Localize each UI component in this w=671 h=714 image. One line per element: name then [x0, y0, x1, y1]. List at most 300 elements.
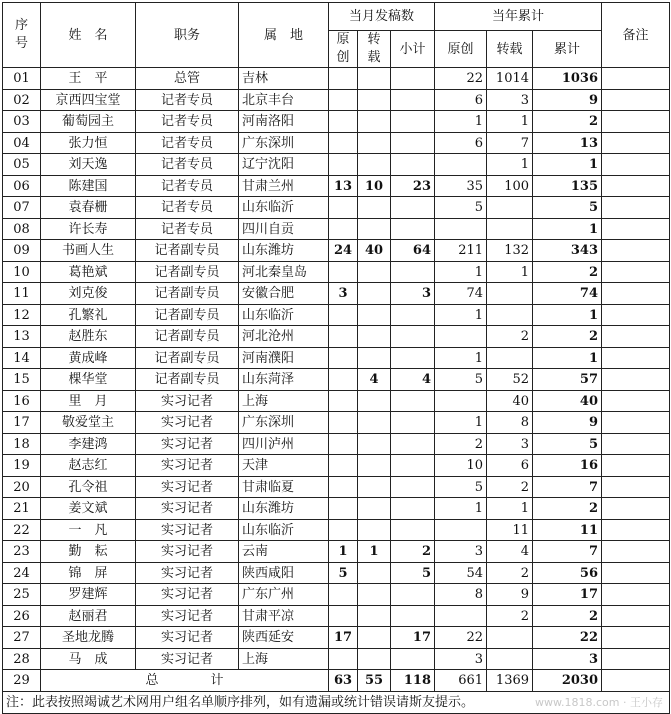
- row-annual-total: 2: [533, 261, 602, 283]
- row-annual-total: 9: [533, 89, 602, 111]
- row-monthly-reprint: [358, 390, 391, 412]
- row-annual-original: 22: [435, 68, 487, 90]
- row-monthly-subtotal: 2: [391, 541, 435, 563]
- row-remark: [602, 111, 670, 133]
- row-seq: 28: [3, 648, 41, 670]
- row-annual-total: 1: [533, 347, 602, 369]
- row-monthly-original: [329, 347, 358, 369]
- table-note: 注：此表按照竭诚艺术网用户组名单顺序排列，如有遗漏或统计错误请斯友提示。: [3, 692, 670, 714]
- total-annual-total: 2030: [533, 670, 602, 692]
- row-annual-original: 1: [435, 347, 487, 369]
- row-position: 记者副专员: [136, 283, 239, 305]
- row-annual-original: 3: [435, 541, 487, 563]
- row-annual-original: 1: [435, 111, 487, 133]
- row-monthly-original: [329, 412, 358, 434]
- row-name: 圣地龙腾: [41, 627, 136, 649]
- row-annual-reprint: 4: [487, 541, 533, 563]
- row-annual-total: 1: [533, 154, 602, 176]
- row-monthly-subtotal: 23: [391, 175, 435, 197]
- total-row: [3, 670, 670, 692]
- row-name: 赵胜东: [41, 326, 136, 348]
- row-monthly-original: [329, 132, 358, 154]
- row-seq: 17: [3, 412, 41, 434]
- row-annual-total: 2: [533, 605, 602, 627]
- table-row: [3, 326, 670, 348]
- monthly-original-header: [329, 31, 358, 68]
- row-monthly-original: 1: [329, 541, 358, 563]
- row-annual-total: 56: [533, 562, 602, 584]
- row-monthly-reprint: [358, 218, 391, 240]
- row-annual-reprint: [487, 627, 533, 649]
- row-monthly-original: [329, 455, 358, 477]
- row-monthly-reprint: [358, 584, 391, 606]
- row-location: 吉林: [239, 68, 329, 90]
- annual-total-header: 累计: [533, 31, 602, 68]
- row-position: 记者专员: [136, 197, 239, 219]
- row-monthly-original: [329, 154, 358, 176]
- row-annual-original: 1: [435, 498, 487, 520]
- row-name: 勤 耘: [41, 541, 136, 563]
- row-monthly-original: 3: [329, 283, 358, 305]
- seq-header: [3, 3, 41, 68]
- row-monthly-subtotal: 64: [391, 240, 435, 262]
- row-monthly-reprint: [358, 455, 391, 477]
- row-position: 实习记者: [136, 541, 239, 563]
- row-annual-original: [435, 154, 487, 176]
- row-annual-original: 6: [435, 89, 487, 111]
- row-seq: 12: [3, 304, 41, 326]
- row-monthly-original: [329, 648, 358, 670]
- row-location: 山东临沂: [239, 197, 329, 219]
- table-row: [3, 89, 670, 111]
- row-name: 棵华堂: [41, 369, 136, 391]
- row-name: 孔令祖: [41, 476, 136, 498]
- row-seq: 24: [3, 562, 41, 584]
- row-monthly-subtotal: [391, 218, 435, 240]
- table-row: [3, 562, 670, 584]
- row-seq: 10: [3, 261, 41, 283]
- row-name: 锦 屏: [41, 562, 136, 584]
- row-name: 马 成: [41, 648, 136, 670]
- row-annual-reprint: 2: [487, 605, 533, 627]
- row-position: 记者副专员: [136, 326, 239, 348]
- row-monthly-original: [329, 476, 358, 498]
- table-row: [3, 455, 670, 477]
- remark-header: 备注: [602, 3, 670, 68]
- row-annual-original: 1: [435, 304, 487, 326]
- row-annual-reprint: [487, 283, 533, 305]
- row-location: 河北沧州: [239, 326, 329, 348]
- row-position: 实习记者: [136, 627, 239, 649]
- row-monthly-reprint: [358, 433, 391, 455]
- row-seq: 16: [3, 390, 41, 412]
- row-annual-original: 35: [435, 175, 487, 197]
- row-location: 甘肃兰州: [239, 175, 329, 197]
- row-annual-reprint: 7: [487, 132, 533, 154]
- row-annual-total: 11: [533, 519, 602, 541]
- row-annual-total: 7: [533, 541, 602, 563]
- row-remark: [602, 283, 670, 305]
- row-location: 河南洛阳: [239, 111, 329, 133]
- row-annual-total: 13: [533, 132, 602, 154]
- row-location: 山东潍坊: [239, 240, 329, 262]
- row-monthly-subtotal: [391, 68, 435, 90]
- row-name: 一 凡: [41, 519, 136, 541]
- row-position: 记者专员: [136, 175, 239, 197]
- row-position: 实习记者: [136, 433, 239, 455]
- row-annual-original: 5: [435, 369, 487, 391]
- table-row: [3, 132, 670, 154]
- row-annual-reprint: 1: [487, 261, 533, 283]
- row-monthly-reprint: [358, 627, 391, 649]
- monthly-reprint-header: [358, 31, 391, 68]
- row-annual-total: 5: [533, 433, 602, 455]
- monthly-reprint-line1: 转: [367, 32, 381, 47]
- row-annual-original: 22: [435, 627, 487, 649]
- row-name: 陈建国: [41, 175, 136, 197]
- table-row: [3, 218, 670, 240]
- row-name: 李建鸿: [41, 433, 136, 455]
- row-position: 实习记者: [136, 605, 239, 627]
- row-annual-reprint: 40: [487, 390, 533, 412]
- row-annual-original: [435, 326, 487, 348]
- row-remark: [602, 154, 670, 176]
- row-seq: 04: [3, 132, 41, 154]
- row-seq: 25: [3, 584, 41, 606]
- table-row: [3, 240, 670, 262]
- row-annual-original: 74: [435, 283, 487, 305]
- row-monthly-reprint: [358, 304, 391, 326]
- row-annual-reprint: 52: [487, 369, 533, 391]
- row-monthly-reprint: [358, 412, 391, 434]
- row-monthly-subtotal: [391, 498, 435, 520]
- row-annual-total: 3: [533, 648, 602, 670]
- location-header: 属 地: [239, 3, 329, 68]
- row-name: 葡萄园主: [41, 111, 136, 133]
- row-monthly-reprint: [358, 132, 391, 154]
- row-annual-total: 40: [533, 390, 602, 412]
- table-row: [3, 433, 670, 455]
- row-seq: 23: [3, 541, 41, 563]
- row-position: 实习记者: [136, 390, 239, 412]
- row-annual-reprint: 1: [487, 154, 533, 176]
- row-annual-total: 9: [533, 412, 602, 434]
- row-annual-reprint: [487, 218, 533, 240]
- table-row: [3, 627, 670, 649]
- row-monthly-original: [329, 519, 358, 541]
- position-header: 职务: [136, 3, 239, 68]
- row-monthly-subtotal: [391, 476, 435, 498]
- monthly-original-line2: 创: [336, 50, 350, 66]
- row-monthly-original: [329, 89, 358, 111]
- row-annual-total: 135: [533, 175, 602, 197]
- row-seq: 21: [3, 498, 41, 520]
- row-monthly-reprint: [358, 326, 391, 348]
- row-monthly-subtotal: [391, 455, 435, 477]
- row-name: 赵丽君: [41, 605, 136, 627]
- row-seq: 20: [3, 476, 41, 498]
- row-remark: [602, 197, 670, 219]
- row-position: 实习记者: [136, 519, 239, 541]
- row-remark: [602, 541, 670, 563]
- row-name: 里 月: [41, 390, 136, 412]
- row-monthly-subtotal: [391, 89, 435, 111]
- row-annual-reprint: 2: [487, 326, 533, 348]
- row-remark: [602, 605, 670, 627]
- seq-header-line2: 号: [14, 36, 28, 52]
- row-seq: 11: [3, 283, 41, 305]
- row-annual-reprint: 132: [487, 240, 533, 262]
- row-seq: 08: [3, 218, 41, 240]
- row-name: 刘天逸: [41, 154, 136, 176]
- row-monthly-original: [329, 584, 358, 606]
- table-row: [3, 111, 670, 133]
- table-row: [3, 648, 670, 670]
- row-name: 敬爱堂主: [41, 412, 136, 434]
- table-row: [3, 261, 670, 283]
- total-label: 总 计: [41, 670, 329, 692]
- row-seq: 03: [3, 111, 41, 133]
- row-position: 记者副专员: [136, 240, 239, 262]
- row-seq: 27: [3, 627, 41, 649]
- row-seq: 05: [3, 154, 41, 176]
- annual-original-header: 原创: [435, 31, 487, 68]
- row-name: 姜文斌: [41, 498, 136, 520]
- row-monthly-original: [329, 304, 358, 326]
- row-annual-total: 57: [533, 369, 602, 391]
- row-location: 广东深圳: [239, 132, 329, 154]
- row-monthly-reprint: [358, 519, 391, 541]
- row-remark: [602, 218, 670, 240]
- row-annual-total: 1: [533, 218, 602, 240]
- row-annual-total: 17: [533, 584, 602, 606]
- table-row: [3, 175, 670, 197]
- row-annual-original: 5: [435, 197, 487, 219]
- row-position: 记者副专员: [136, 347, 239, 369]
- row-location: 四川自贡: [239, 218, 329, 240]
- row-remark: [602, 433, 670, 455]
- row-monthly-subtotal: [391, 326, 435, 348]
- table-row: [3, 390, 670, 412]
- table-body: [3, 68, 670, 670]
- row-annual-total: 5: [533, 197, 602, 219]
- row-annual-reprint: 100: [487, 175, 533, 197]
- row-annual-original: 10: [435, 455, 487, 477]
- row-seq: 18: [3, 433, 41, 455]
- row-position: 记者副专员: [136, 261, 239, 283]
- row-location: 安徽合肥: [239, 283, 329, 305]
- row-remark: [602, 240, 670, 262]
- row-name: 王 平: [41, 68, 136, 90]
- row-monthly-reprint: 1: [358, 541, 391, 563]
- row-location: 广东广州: [239, 584, 329, 606]
- row-annual-reprint: 8: [487, 412, 533, 434]
- row-location: 河南濮阳: [239, 347, 329, 369]
- row-position: 记者副专员: [136, 304, 239, 326]
- row-remark: [602, 519, 670, 541]
- row-remark: [602, 455, 670, 477]
- row-monthly-subtotal: 3: [391, 283, 435, 305]
- row-annual-reprint: 3: [487, 433, 533, 455]
- row-remark: [602, 648, 670, 670]
- total-monthly-original: 63: [329, 670, 358, 692]
- row-name: 袁春栅: [41, 197, 136, 219]
- row-monthly-reprint: [358, 89, 391, 111]
- name-header: 姓 名: [41, 3, 136, 68]
- row-annual-total: 7: [533, 476, 602, 498]
- row-location: 甘肃临夏: [239, 476, 329, 498]
- monthly-group-header: 当月发稿数: [329, 3, 435, 31]
- row-annual-reprint: 3: [487, 89, 533, 111]
- row-monthly-reprint: [358, 68, 391, 90]
- row-location: 云南: [239, 541, 329, 563]
- row-location: 北京丰台: [239, 89, 329, 111]
- row-location: 山东潍坊: [239, 498, 329, 520]
- table-row: [3, 584, 670, 606]
- row-monthly-reprint: 40: [358, 240, 391, 262]
- row-monthly-reprint: [358, 154, 391, 176]
- monthly-original-line1: 原: [336, 32, 350, 47]
- contributor-stats-table: [2, 2, 670, 714]
- row-monthly-subtotal: [391, 390, 435, 412]
- row-monthly-original: 13: [329, 175, 358, 197]
- row-annual-reprint: [487, 648, 533, 670]
- row-annual-original: 5: [435, 476, 487, 498]
- row-monthly-reprint: [358, 197, 391, 219]
- row-monthly-original: [329, 111, 358, 133]
- row-annual-reprint: 1: [487, 111, 533, 133]
- row-monthly-reprint: [358, 283, 391, 305]
- row-location: 甘肃平凉: [239, 605, 329, 627]
- row-location: 四川泸州: [239, 433, 329, 455]
- row-annual-original: [435, 390, 487, 412]
- row-annual-reprint: 2: [487, 476, 533, 498]
- total-monthly-reprint: 55: [358, 670, 391, 692]
- row-remark: [602, 412, 670, 434]
- row-annual-total: 2: [533, 498, 602, 520]
- row-location: 辽宁沈阳: [239, 154, 329, 176]
- row-remark: [602, 304, 670, 326]
- row-monthly-reprint: [358, 498, 391, 520]
- row-remark: [602, 627, 670, 649]
- row-annual-total: 16: [533, 455, 602, 477]
- table-row: [3, 519, 670, 541]
- row-monthly-original: [329, 390, 358, 412]
- row-annual-total: 1: [533, 304, 602, 326]
- row-monthly-subtotal: [391, 261, 435, 283]
- row-remark: [602, 68, 670, 90]
- row-annual-original: 3: [435, 648, 487, 670]
- row-monthly-reprint: [358, 261, 391, 283]
- row-remark: [602, 390, 670, 412]
- annual-reprint-header: 转载: [487, 31, 533, 68]
- row-monthly-subtotal: [391, 347, 435, 369]
- row-monthly-subtotal: [391, 132, 435, 154]
- row-monthly-reprint: [358, 111, 391, 133]
- table-row: [3, 347, 670, 369]
- row-annual-original: [435, 218, 487, 240]
- total-annual-reprint: 1369: [487, 670, 533, 692]
- row-position: 记者专员: [136, 218, 239, 240]
- row-annual-original: 2: [435, 433, 487, 455]
- row-monthly-reprint: [358, 476, 391, 498]
- row-remark: [602, 369, 670, 391]
- row-annual-total: 343: [533, 240, 602, 262]
- row-position: 记者专员: [136, 111, 239, 133]
- row-annual-total: 22: [533, 627, 602, 649]
- row-name: 葛艳斌: [41, 261, 136, 283]
- annual-group-header: 当年累计: [435, 3, 602, 31]
- row-monthly-subtotal: [391, 605, 435, 627]
- row-monthly-subtotal: [391, 111, 435, 133]
- total-seq: 29: [3, 670, 41, 692]
- row-remark: [602, 347, 670, 369]
- watermark: www.1818.com · 王小存: [535, 696, 663, 709]
- row-annual-original: 1: [435, 261, 487, 283]
- row-annual-reprint: 1014: [487, 68, 533, 90]
- row-monthly-original: [329, 197, 358, 219]
- row-name: 罗建辉: [41, 584, 136, 606]
- row-monthly-subtotal: [391, 412, 435, 434]
- row-annual-reprint: 11: [487, 519, 533, 541]
- row-annual-reprint: 2: [487, 562, 533, 584]
- row-seq: 15: [3, 369, 41, 391]
- row-seq: 26: [3, 605, 41, 627]
- row-monthly-original: 17: [329, 627, 358, 649]
- row-annual-original: 211: [435, 240, 487, 262]
- monthly-reprint-line2: 载: [367, 50, 381, 66]
- row-position: 总管: [136, 68, 239, 90]
- row-seq: 07: [3, 197, 41, 219]
- row-monthly-subtotal: [391, 648, 435, 670]
- row-position: 实习记者: [136, 562, 239, 584]
- row-monthly-subtotal: [391, 584, 435, 606]
- row-annual-total: 74: [533, 283, 602, 305]
- row-position: 记者专员: [136, 89, 239, 111]
- row-monthly-reprint: [358, 347, 391, 369]
- row-annual-reprint: [487, 304, 533, 326]
- row-position: 记者副专员: [136, 369, 239, 391]
- row-monthly-original: [329, 326, 358, 348]
- row-position: 实习记者: [136, 412, 239, 434]
- row-position: 实习记者: [136, 584, 239, 606]
- row-monthly-reprint: 10: [358, 175, 391, 197]
- row-monthly-original: 24: [329, 240, 358, 262]
- row-monthly-original: [329, 498, 358, 520]
- row-annual-reprint: [487, 347, 533, 369]
- row-location: 上海: [239, 390, 329, 412]
- row-remark: [602, 326, 670, 348]
- row-position: 实习记者: [136, 476, 239, 498]
- monthly-subtotal-header: 小计: [391, 31, 435, 68]
- table-row: [3, 304, 670, 326]
- row-seq: 06: [3, 175, 41, 197]
- row-monthly-original: [329, 68, 358, 90]
- row-annual-total: 2: [533, 111, 602, 133]
- row-remark: [602, 476, 670, 498]
- table-row: [3, 197, 670, 219]
- row-monthly-subtotal: [391, 154, 435, 176]
- row-seq: 14: [3, 347, 41, 369]
- table-row: [3, 412, 670, 434]
- row-annual-total: 2: [533, 326, 602, 348]
- row-monthly-reprint: [358, 648, 391, 670]
- table-row: [3, 541, 670, 563]
- row-position: 记者专员: [136, 132, 239, 154]
- row-annual-original: [435, 605, 487, 627]
- row-seq: 01: [3, 68, 41, 90]
- row-remark: [602, 175, 670, 197]
